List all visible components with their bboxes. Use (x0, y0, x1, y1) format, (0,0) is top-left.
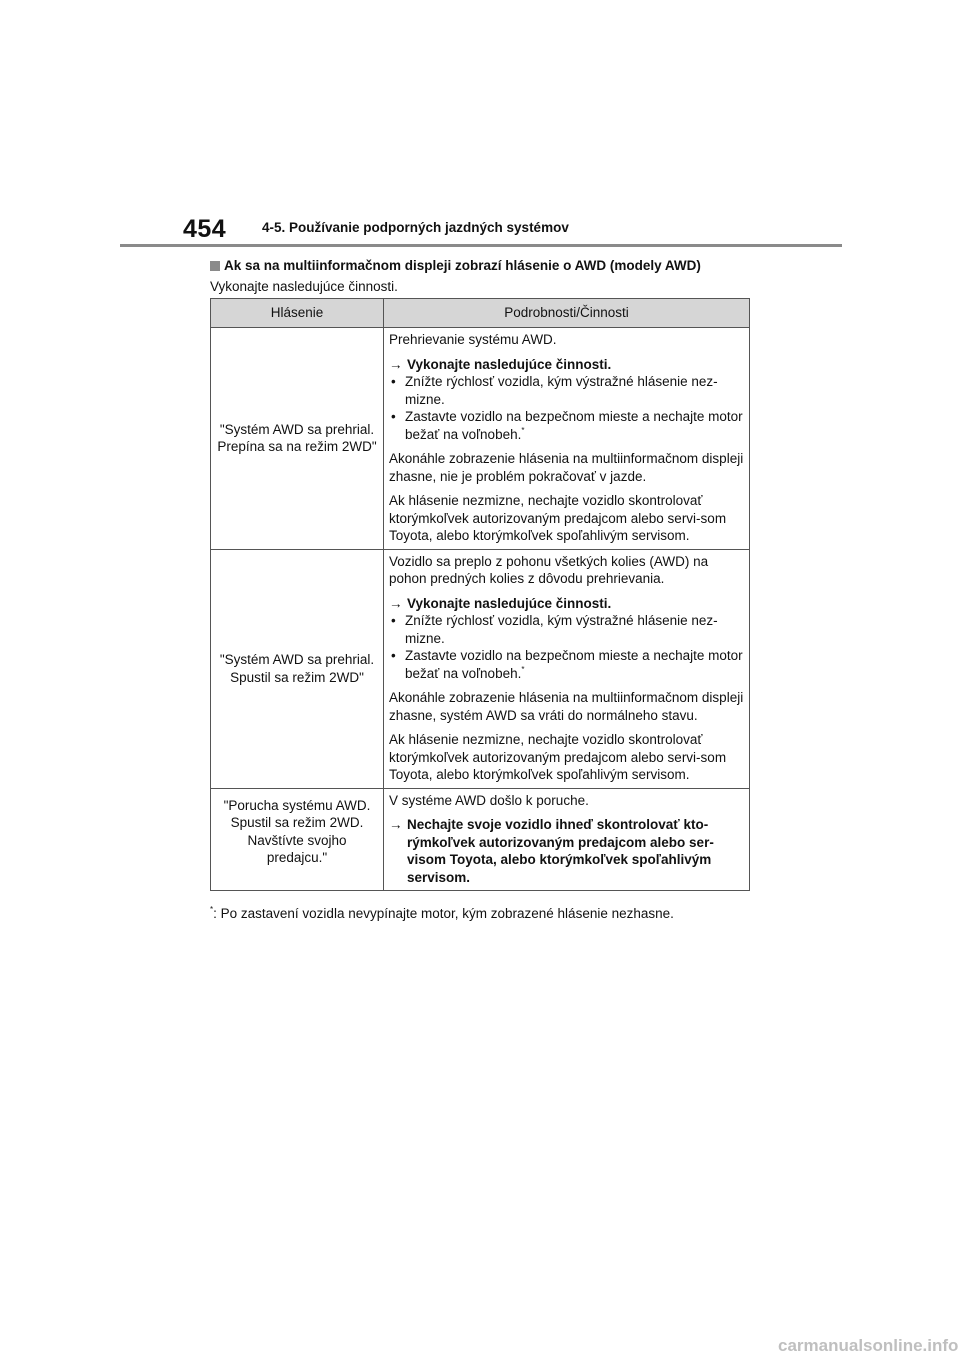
arrow-right-icon: → (389, 817, 403, 832)
footnote-marker: * (210, 905, 214, 914)
bullet-text: Zastavte vozidlo na bezpečnom mieste a nechajte motor bežať na voľnobeh. (405, 409, 743, 442)
header-rule (120, 244, 842, 247)
page-number: 454 (183, 215, 227, 243)
bullet-text: Znížte rýchlosť vozidla, kým výstražné hlásenie nez-mizne. (405, 374, 718, 407)
detail-intro: Prehrievanie systému AWD. (389, 332, 557, 347)
action-text: Vykonajte nasledujúce činnosti. (407, 356, 612, 372)
footnote-text: : Po zastavení vozidla nevypínajte motor, kým zobrazené hlásenie nezhasne. (213, 906, 674, 921)
message-line: "Systém AWD sa prehrial. (219, 652, 375, 667)
detail-note: Akonáhle zobrazenie hlásenia na multiinformačnom displeji zhasne, systém AWD sa vráti do normálneho stavu. (389, 690, 744, 723)
detail-note: Ak hlásenie nezmizne, nechajte vozidlo skontrolovať ktorýmkoľvek autorizovaným predajcom alebo servi-som Toyota, alebo ktorýmkoľvek spoľahlivým servisom. (389, 493, 727, 543)
list-item (389, 612, 745, 647)
header-message: Hlásenie (211, 299, 384, 328)
bullet-dot-icon: • (391, 648, 396, 663)
footnote-marker: * (521, 664, 525, 674)
detail-note: Ak hlásenie nezmizne, nechajte vozidlo skontrolovať ktorýmkoľvek autorizovaným predajcom alebo servi-som Toyota, alebo ktorýmkoľvek spoľahlivým servisom. (389, 732, 727, 782)
bullet-text: Zastavte vozidlo na bezpečnom mieste a nechajte motor bežať na voľnobeh. (405, 648, 743, 681)
table-row (211, 328, 750, 550)
message-line: "Porucha systému AWD. (223, 797, 371, 813)
watermark[interactable]: carmanualsonline.info (778, 1336, 959, 1355)
square-bullet-icon (210, 261, 220, 271)
footnote-marker: * (521, 425, 525, 435)
bullet-dot-icon: • (391, 613, 396, 628)
details-cell (384, 788, 750, 891)
action-text: Nechajte svoje vozidlo ihneď skontrolovať kto-rýmkoľvek autorizovaným predajcom alebo ser-visom Toyota, alebo ktorýmkoľvek spoľahlivým servisom. (407, 817, 714, 885)
message-cell (211, 788, 384, 891)
bullet-text: Znížte rýchlosť vozidla, kým výstražné hlásenie nez-mizne. (405, 613, 718, 646)
list-item (389, 373, 745, 408)
table-row (211, 788, 750, 891)
details-cell (384, 328, 750, 550)
header-details: Podrobnosti/Činnosti (384, 299, 750, 328)
message-line: Prepína sa na režim 2WD" (217, 439, 377, 455)
section-intro: Vykonajte nasledujúce činnosti. (210, 279, 398, 294)
message-line: Spustil sa režim 2WD. (230, 815, 364, 830)
footnote (210, 906, 674, 921)
message-cell (211, 328, 384, 550)
message-line: Spustil sa režim 2WD" (230, 669, 364, 685)
section-heading-text: Ak sa na multiinformačnom displeji zobrazí hlásenie o AWD (modely AWD) (224, 258, 701, 273)
message-line: predajcu." (266, 850, 328, 865)
bullet-dot-icon: • (391, 409, 396, 424)
detail-note: Akonáhle zobrazenie hlásenia na multiinformačnom displeji zhasne, nie je problém pokračovať v jazde. (389, 451, 744, 484)
message-line: "Systém AWD sa prehrial. (219, 421, 375, 437)
awd-message-table (210, 298, 750, 891)
list-item (389, 647, 745, 682)
action-line (389, 356, 745, 374)
table-header-row (211, 299, 750, 328)
bullet-dot-icon: • (391, 374, 396, 389)
action-line (389, 595, 745, 613)
action-text: Vykonajte nasledujúce činnosti. (407, 595, 612, 611)
arrow-right-icon: → (389, 356, 403, 372)
chapter-title: 4-5. Používanie podporných jazdných systémov (262, 220, 569, 235)
message-cell (211, 549, 384, 788)
detail-intro: V systéme AWD došlo k poruche. (389, 792, 589, 808)
message-line: Navštívte svojho (247, 832, 347, 848)
list-item (389, 408, 745, 443)
details-cell (384, 549, 750, 788)
action-line (389, 816, 745, 886)
detail-intro: Vozidlo sa preplo z pohonu všetkých kolies (AWD) na pohon predných kolies z dôvodu prehrievania. (389, 553, 709, 586)
arrow-right-icon: → (389, 595, 403, 611)
section-heading (210, 258, 701, 273)
table-row (211, 549, 750, 788)
